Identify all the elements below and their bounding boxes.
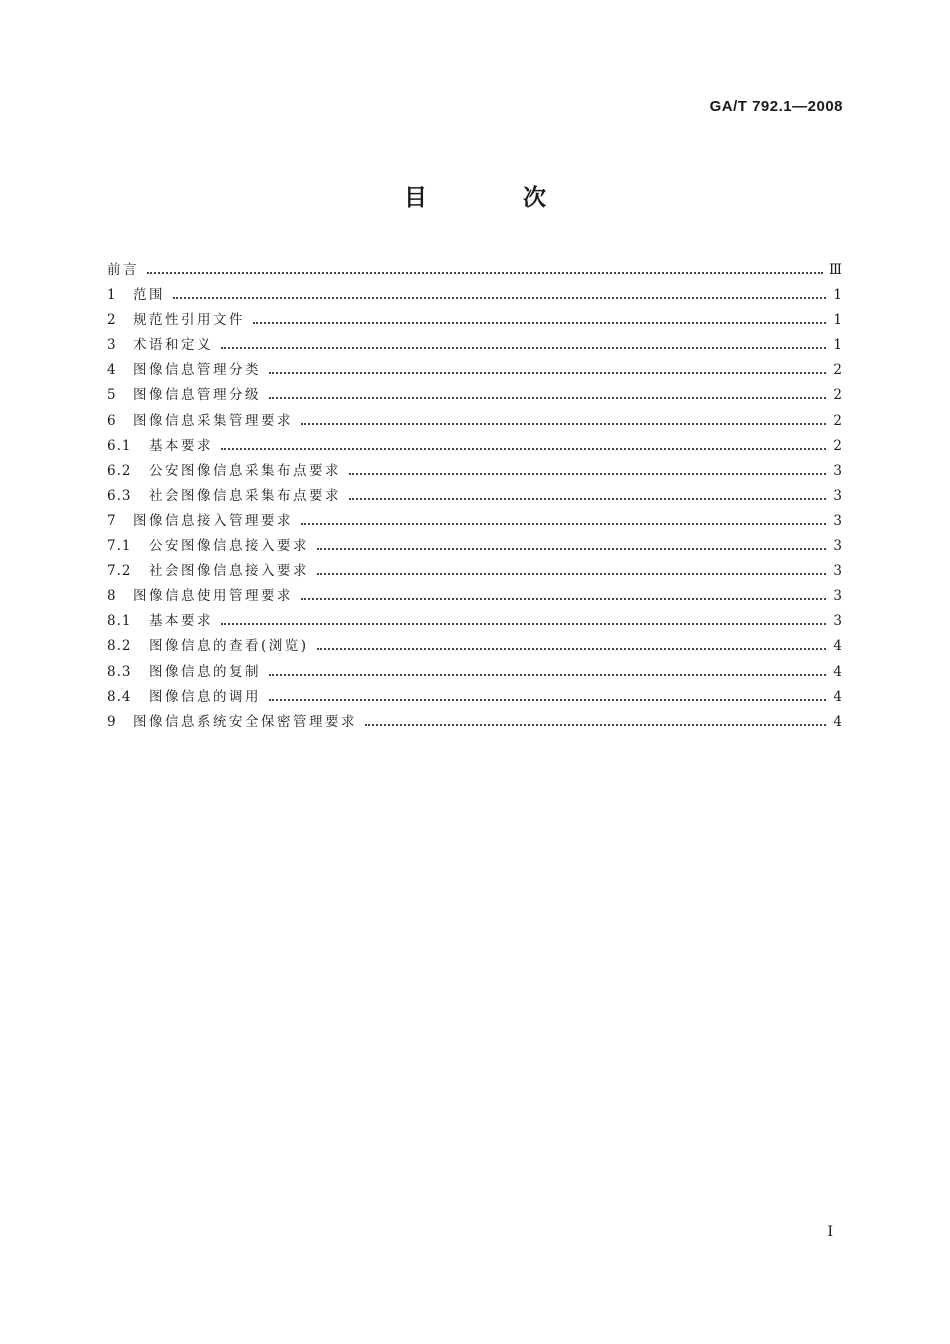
toc-entry-label: 图像信息使用管理要求 — [133, 588, 293, 605]
toc-entry[interactable] — [107, 383, 842, 408]
toc-dot-leader — [253, 310, 826, 324]
toc-entry[interactable] — [107, 434, 842, 459]
toc-entry[interactable] — [107, 509, 842, 534]
toc-entry-number: 8.3 — [107, 663, 132, 680]
toc-entry-label: 图像信息的复制 — [149, 663, 261, 680]
toc-dot-leader — [221, 335, 826, 349]
toc-dot-leader — [221, 611, 826, 625]
toc-dot-leader — [269, 360, 826, 374]
toc-entry-number: 4 — [107, 362, 117, 379]
toc-entry-number: 7.2 — [107, 563, 132, 580]
toc-entry-number: 7 — [107, 512, 117, 529]
toc-dot-leader — [269, 687, 826, 701]
toc-entry[interactable] — [107, 609, 842, 634]
toc-entry[interactable] — [107, 484, 842, 509]
toc-entry-page: 3 — [833, 588, 842, 605]
toc-dot-leader — [317, 636, 826, 650]
toc-entry-label: 前言 — [107, 262, 139, 278]
toc-entry-page: 3 — [833, 462, 842, 479]
toc-entry-number: 8.4 — [107, 688, 132, 705]
toc-entry-page: 2 — [833, 362, 842, 379]
toc-entry-page: 4 — [833, 638, 842, 655]
toc-entry-page: 4 — [833, 688, 842, 705]
toc-entry-page: 4 — [833, 713, 842, 730]
toc-entry-number: 8 — [107, 588, 117, 605]
toc-dot-leader — [317, 561, 826, 575]
toc-entry-number: 2 — [107, 312, 117, 329]
toc-entry-number: 8.2 — [107, 638, 132, 655]
toc-entry-page: 4 — [833, 663, 842, 680]
toc-entry-number: 9 — [107, 713, 117, 730]
toc-entry-number: 7.1 — [107, 538, 132, 555]
toc-dot-leader — [147, 260, 823, 274]
toc-entry[interactable] — [107, 559, 842, 584]
toc-entry-page: 1 — [833, 337, 842, 354]
toc-entry[interactable] — [107, 634, 842, 659]
toc-entry-label: 图像信息接入管理要求 — [133, 512, 293, 529]
toc-entry-number: 5 — [107, 387, 117, 404]
toc-entry-page: 3 — [833, 563, 842, 580]
toc-dot-leader — [365, 712, 826, 726]
toc-dot-leader — [269, 662, 826, 676]
toc-entry-label: 术语和定义 — [133, 337, 213, 354]
toc-entry-number: 6.3 — [107, 487, 132, 504]
toc-entry[interactable] — [107, 459, 842, 484]
toc-entry[interactable] — [107, 685, 842, 710]
toc-dot-leader — [301, 411, 826, 425]
toc-entry-page: Ⅲ — [828, 262, 842, 278]
toc-dot-leader — [301, 586, 826, 600]
standard-code: GA/T 792.1—2008 — [709, 98, 843, 115]
page-number: I — [827, 1224, 833, 1240]
toc-entry-label: 图像信息管理分级 — [133, 387, 261, 404]
toc-entry-page: 2 — [833, 437, 842, 454]
toc-entry-number: 6 — [107, 412, 117, 429]
toc-entry-number: 8.1 — [107, 613, 132, 630]
toc-entry-page: 2 — [833, 412, 842, 429]
toc-dot-leader — [269, 385, 826, 399]
toc-entry[interactable] — [107, 258, 842, 283]
toc-entry-page: 3 — [833, 613, 842, 630]
toc-entry-label: 图像信息采集管理要求 — [133, 412, 293, 429]
toc-entry-label: 社会图像信息接入要求 — [149, 563, 309, 580]
toc-entry-label: 社会图像信息采集布点要求 — [149, 487, 341, 504]
toc-dot-leader — [301, 511, 826, 525]
toc-entry-number: 6.1 — [107, 437, 132, 454]
toc-entry-page: 3 — [833, 487, 842, 504]
toc-entry-page: 3 — [833, 512, 842, 529]
toc-entry-label: 范围 — [133, 287, 165, 304]
toc-entry-label: 基本要求 — [149, 613, 213, 630]
toc-entry[interactable] — [107, 283, 842, 308]
toc-dot-leader — [173, 285, 826, 299]
toc-dot-leader — [349, 461, 826, 475]
toc-entry-page: 1 — [833, 287, 842, 304]
toc-entry-page: 3 — [833, 538, 842, 555]
toc-dot-leader — [221, 436, 826, 450]
toc-entry[interactable] — [107, 409, 842, 434]
toc-entry-label: 图像信息的调用 — [149, 688, 261, 705]
toc-entry[interactable] — [107, 333, 842, 358]
toc-entry[interactable] — [107, 308, 842, 333]
toc-entry-label: 公安图像信息接入要求 — [149, 538, 309, 555]
toc-entry-number: 1 — [107, 287, 117, 304]
toc-entry-label: 公安图像信息采集布点要求 — [149, 462, 341, 479]
toc-entry-label: 图像信息系统安全保密管理要求 — [133, 713, 357, 730]
toc-entry-number: 6.2 — [107, 462, 132, 479]
toc-entry-label: 基本要求 — [149, 437, 213, 454]
toc-entry-number: 3 — [107, 337, 117, 354]
toc-entry[interactable] — [107, 584, 842, 609]
toc-entry-page: 1 — [833, 312, 842, 329]
toc-entry-label: 规范性引用文件 — [133, 312, 245, 329]
toc-entry-page: 2 — [833, 387, 842, 404]
toc-dot-leader — [349, 486, 826, 500]
toc-entry[interactable] — [107, 534, 842, 559]
toc-entry[interactable] — [107, 710, 842, 735]
toc-entry[interactable] — [107, 358, 842, 383]
toc-entry-label: 图像信息管理分类 — [133, 362, 261, 379]
toc-dot-leader — [317, 536, 826, 550]
toc-entry[interactable] — [107, 660, 842, 685]
page-title: 目 次 — [403, 185, 590, 211]
toc-entry-label: 图像信息的查看(浏览) — [149, 638, 309, 655]
table-of-contents — [107, 258, 842, 735]
